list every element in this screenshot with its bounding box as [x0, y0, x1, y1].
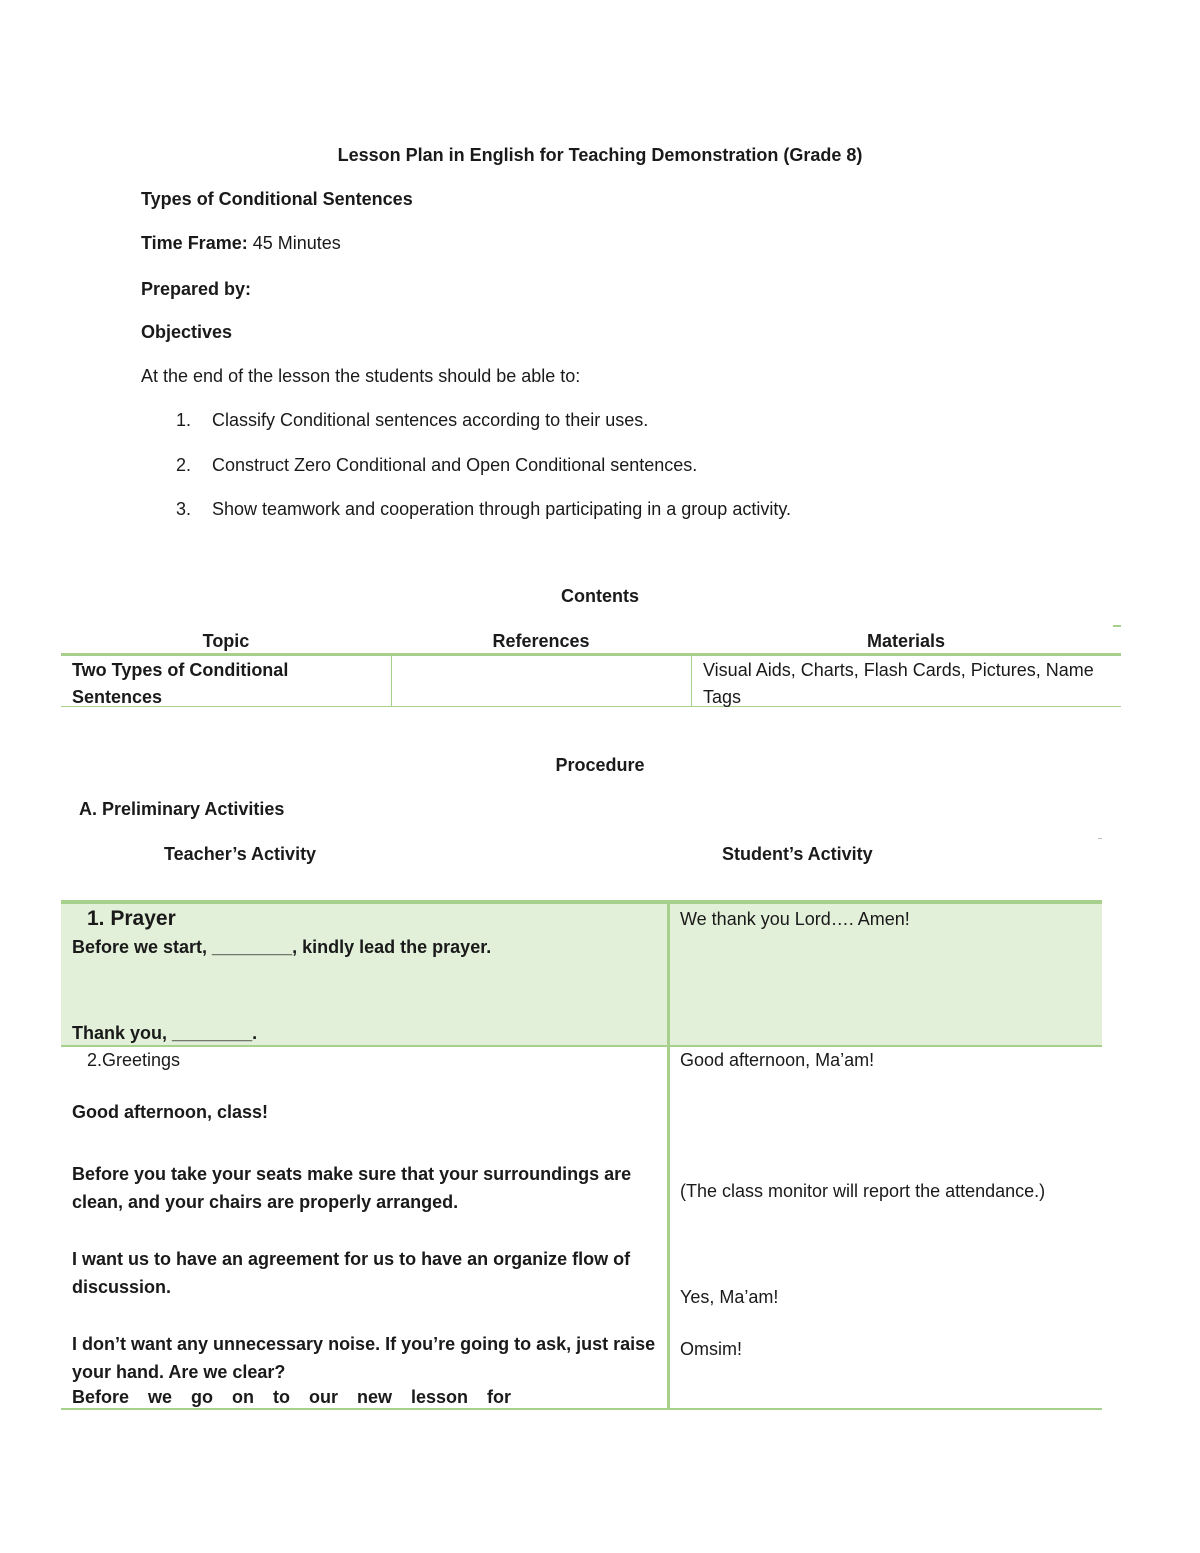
greetings-teacher-line: Good afternoon, class! [72, 1102, 269, 1122]
prayer-teacher-line: Thank you, ________. [72, 1023, 258, 1043]
lesson-topic: Types of Conditional Sentences [141, 189, 413, 209]
contents-column-references: References [492, 631, 590, 651]
objective-item: Construct Zero Conditional and Open Conditional sentences. [212, 455, 698, 475]
procedure-table-bottom-border [61, 1408, 1102, 1410]
greetings-student-response: (The class monitor will report the attendance.) [680, 1181, 1046, 1201]
time-frame-value: 45 Minutes [247, 233, 341, 253]
table-column-divider [391, 656, 392, 706]
greetings-student-response: Yes, Ma’am! [680, 1287, 779, 1307]
contents-column-topic: Topic [202, 631, 250, 651]
procedure-heading: Procedure [555, 755, 645, 775]
page-title: Lesson Plan in English for Teaching Demonstration (Grade 8) [337, 145, 863, 165]
greetings-teacher-line: Before we go on to our new lesson for [72, 1387, 512, 1407]
objectives-intro: At the end of the lesson the students should be able to: [141, 366, 581, 386]
teacher-activity-column-heading: Teacher’s Activity [164, 844, 317, 864]
objective-number: 2. [176, 455, 192, 475]
greetings-teacher-line: I don’t want any unnecessary noise. If you’re going to ask, just raise your hand. Are we clear? [72, 1334, 656, 1382]
greetings-teacher-line: I want us to have an agreement for us to have an organize flow of discussion. [72, 1249, 631, 1297]
objectives-heading: Objectives [141, 322, 233, 342]
procedure-table-top-border [61, 900, 1102, 904]
contents-heading: Contents [561, 586, 639, 606]
greetings-heading: 2.Greetings [87, 1050, 181, 1070]
objective-number: 3. [176, 499, 192, 519]
time-frame-label: Time Frame: [141, 233, 248, 253]
student-activity-column-heading: Student’s Activity [722, 844, 873, 864]
prayer-student-response: We thank you Lord…. Amen! [680, 909, 910, 929]
contents-materials-cell: Visual Aids, Charts, Flash Cards, Pictures, Name Tags [703, 660, 1094, 707]
prepared-by-label: Prepared by: [141, 279, 252, 299]
objective-item: Classify Conditional sentences according to their uses. [212, 410, 649, 430]
contents-topic-cell: Two Types of Conditional Sentences [72, 660, 289, 707]
table-column-divider [691, 656, 692, 706]
objective-number: 1. [176, 410, 192, 430]
procedure-row-divider [61, 1045, 1102, 1047]
greetings-teacher-line: Before you take your seats make sure that your surroundings are clean, and your chairs are properly arranged. [72, 1164, 632, 1212]
objective-item: Show teamwork and cooperation through participating in a group activity. [212, 499, 791, 519]
table-top-border [61, 653, 1121, 656]
preliminary-activities-heading: A. Preliminary Activities [79, 799, 285, 819]
procedure-column-divider [667, 904, 670, 1408]
greetings-student-response: Omsim! [680, 1339, 742, 1359]
table-corner-mark [1113, 625, 1121, 627]
time-frame [141, 233, 341, 254]
contents-column-materials: Materials [866, 631, 946, 651]
greetings-student-response: Good afternoon, Ma’am! [680, 1050, 875, 1070]
stray-mark [1098, 838, 1102, 839]
prayer-teacher-line: Before we start, ________, kindly lead the prayer. [72, 937, 492, 957]
prayer-heading: 1. Prayer [87, 907, 176, 930]
